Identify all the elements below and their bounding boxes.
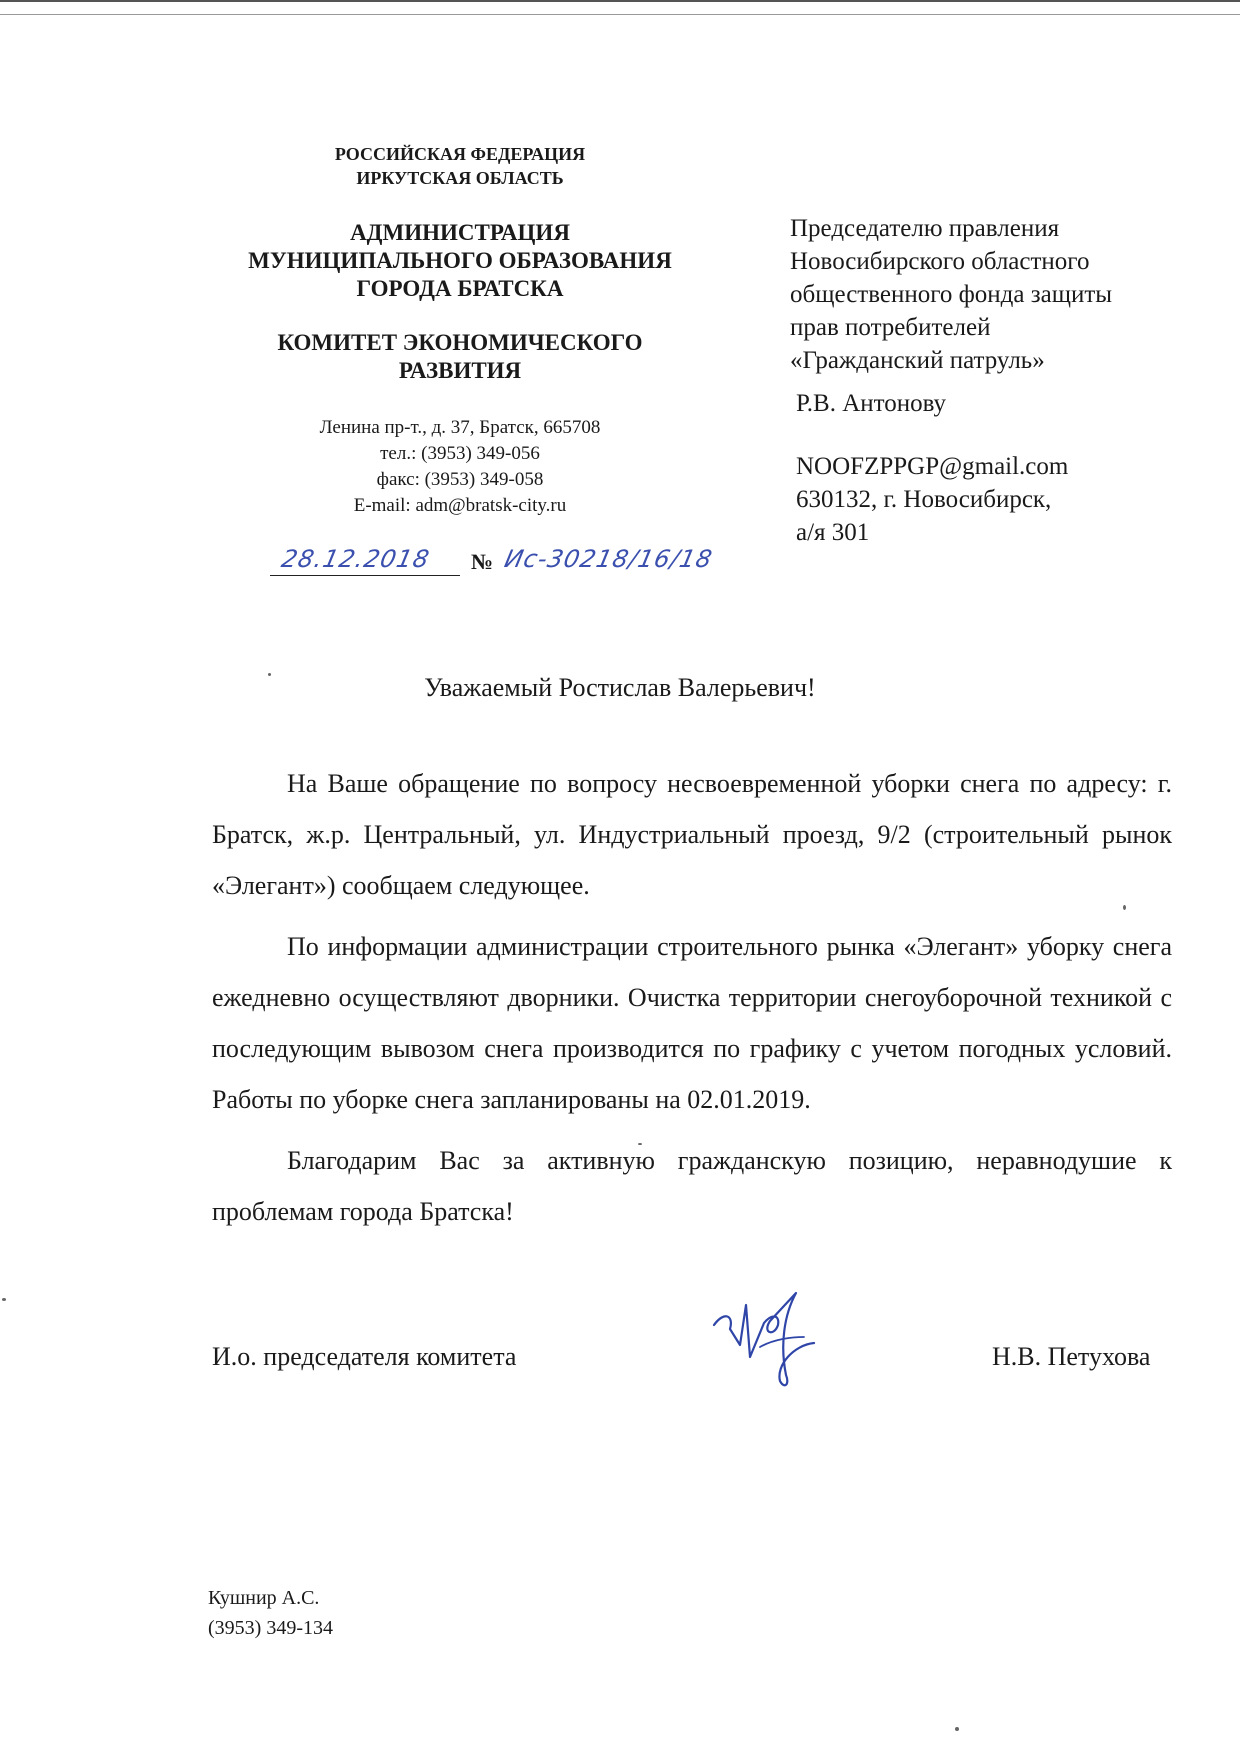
letterhead-administration	[220, 219, 700, 303]
letterhead-fax: факс: (3953) 349-058	[376, 469, 544, 490]
executor-name: Кушнир А.С.	[208, 1587, 320, 1609]
letter-body	[212, 758, 1172, 1247]
letterhead-committee-line: РАЗВИТИЯ	[398, 358, 522, 383]
scan-edge-line-2	[0, 14, 1240, 15]
addressee-line: Председателю правления	[790, 215, 1060, 242]
letterhead-country-region	[220, 142, 700, 190]
addressee-email: NOOFZPPGP@gmail.com	[796, 453, 1069, 480]
letter-greeting: Уважаемый Ростислав Валерьевич!	[424, 673, 816, 702]
scan-speck	[638, 1143, 642, 1145]
letterhead-admin-line: МУНИЦИПАЛЬНОГО ОБРАЗОВАНИЯ	[248, 248, 672, 273]
addressee-line: общественного фонда защиты	[790, 281, 1113, 308]
letterhead-admin-line: ГОРОДА БРАТСКА	[356, 276, 564, 301]
letterhead-committee	[220, 329, 700, 385]
addressee-line: Новосибирского областного	[790, 248, 1090, 275]
scan-speck	[1123, 905, 1126, 910]
executor-block	[208, 1583, 333, 1643]
letterhead-phone: тел.: (3953) 349-056	[380, 443, 540, 464]
addressee-postal-line: а/я 301	[796, 519, 870, 546]
letterhead-country: РОССИЙСКАЯ ФЕДЕРАЦИЯ	[334, 144, 586, 164]
registration-date: 28.12.2018	[279, 545, 433, 573]
letter-paragraph: По информации администрации строительного рынка «Элегант» уборку снега ежедневно осуществляют дворники. Очистка территории снегоуборочной техникой с последующим вывозом снега производится по графику с учетом погодных условий. Работы по уборке снега запланированы на 02.01.2019.	[212, 932, 1172, 1114]
registration-number: Ис-30218/16/18	[502, 545, 716, 573]
scan-speck	[268, 673, 271, 676]
registration-date-underline	[270, 575, 460, 576]
signatory-name: Н.В. Петухова	[992, 1342, 1151, 1371]
registration-number-sign: №	[471, 549, 494, 574]
addressee-line: прав потребителей	[790, 314, 991, 341]
letterhead-admin-line: АДМИНИСТРАЦИЯ	[350, 220, 570, 245]
addressee-block	[790, 212, 1210, 549]
scan-speck	[2, 1298, 6, 1301]
letterhead-region: ИРКУТСКАЯ ОБЛАСТЬ	[356, 168, 564, 188]
executor-phone: (3953) 349-134	[208, 1617, 333, 1639]
addressee-postal-line: 630132, г. Новосибирск,	[796, 486, 1052, 513]
letter-paragraph: На Ваше обращение по вопросу несвоевременной уборки снега по адресу: г. Братск, ж.р. Центральный, ул. Индустриальный проезд, 9/2 (строительный рынок «Элегант») сообщаем следующее.	[212, 769, 1172, 900]
addressee-name: Р.В. Антонову	[796, 390, 947, 417]
letterhead-address: Ленина пр-т., д. 37, Братск, 665708	[319, 417, 601, 438]
addressee-line: «Гражданский патруль»	[790, 347, 1045, 374]
letterhead-contacts	[270, 415, 650, 519]
signatory-title: И.о. председателя комитета	[212, 1342, 517, 1371]
letterhead-email: E-mail: adm@bratsk-city.ru	[353, 495, 567, 516]
handwritten-signature	[700, 1285, 830, 1395]
scan-edge-line	[0, 0, 1240, 10]
scan-speck	[955, 1727, 959, 1731]
letterhead-committee-line: КОМИТЕТ ЭКОНОМИЧЕСКОГО	[277, 330, 643, 355]
letter-paragraph: Благодарим Вас за активную гражданскую позицию, неравнодушие к проблемам города Братска!	[212, 1146, 1172, 1226]
